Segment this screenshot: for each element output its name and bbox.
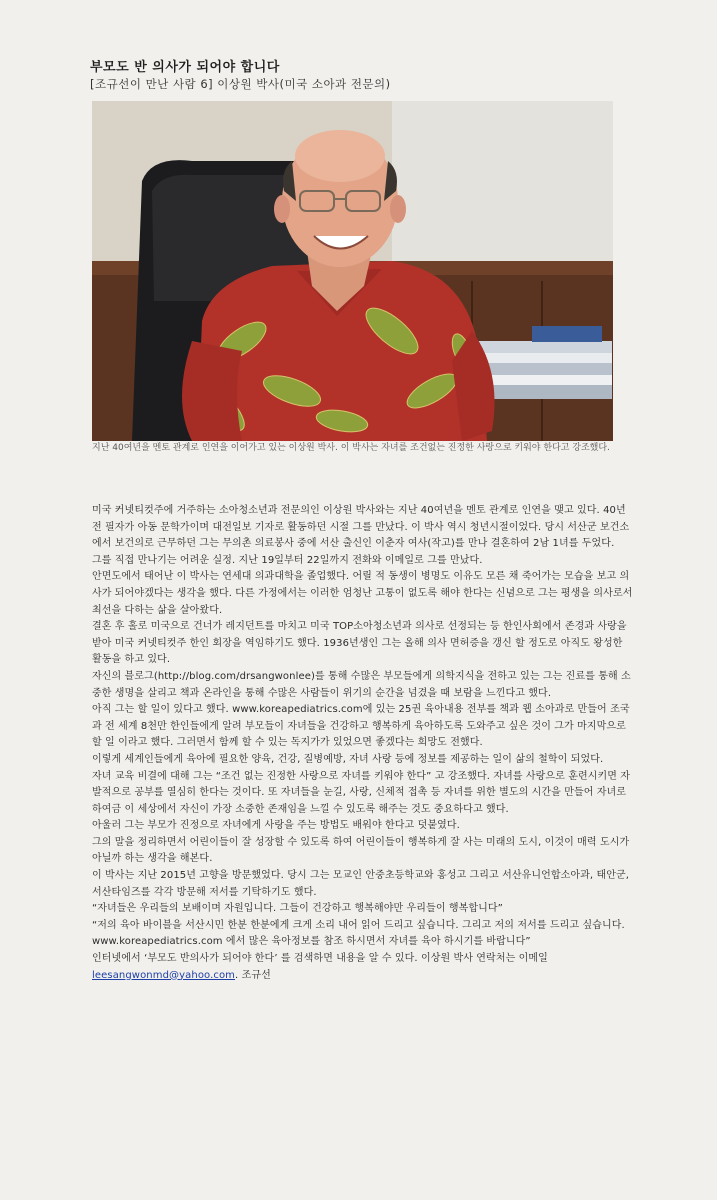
portrait-photo — [92, 101, 613, 441]
article-subtitle: [조규선이 만난 사람 6] 이상원 박사(미국 소아과 전문의) — [90, 77, 391, 91]
body-paragraph: “자녀들은 우리들의 보배이며 자원입니다. 그들이 건강하고 행복해야만 우리들이 행복합니다” — [92, 903, 503, 915]
body-paragraph: 자신의 블로그(http://blog.com/drsangwonlee)를 통해 수많은 부모들에게 의학지식을 전하고 있는 그는 진료를 통해 소중한 생명을 살리고 책과 온라인을 통해 수많은 사람들이 위기의 순간을 넘겼을 때 보람을 느낀다고 했다. — [92, 670, 631, 699]
closing-paragraph — [92, 951, 634, 984]
body-paragraph: 그를 직접 만나기는 어려운 실정. 지난 19일부터 22일까지 전화와 이메일로 그를 만났다. — [92, 554, 483, 566]
body-paragraph: 이 박사는 지난 2015년 고향을 방문했었다. 당시 그는 모교인 안중초등학교와 홍성고 그리고 서산유니언합소아과, 태안군, 서산타임즈를 각각 방문해 저서를 기탁하기도 했다. — [92, 870, 630, 898]
body-paragraph: 결혼 후 홀로 미국으로 건너가 레지던트를 마치고 미국 TOP소아청소년과 의사로 선정되는 등 한인사회에서 존경과 사랑을 받아 미국 커넷티컷주 한인 회장을 역임하기도 했다. 1936년생인 그는 올해 의사 면허증을 갱신 할 정도로 아직도 왕성한 활동을 하고 있다. — [92, 621, 627, 666]
body-paragraph: 미국 커넷티컷주에 거주하는 소아청소년과 전문의인 이상원 박사와는 지난 40여년을 멘토 관계로 인연을 맺고 있다. 40년 전 필자가 아동 문학가이며 대전일보 기자로 활동하던 시절 그를 만났다. 이 박사 역시 청년시절이었다. 당시 서산군 보건소에서 보건의로 근무하던 그는 무의촌 의료봉사 중에 서산 출신인 이춘자 여사(작고)를 만나 결혼하여 2남 1녀를 두었다. — [92, 505, 630, 550]
article-title: 부모도 반 의사가 되어야 합니다 — [90, 60, 280, 75]
body-paragraph: 아직 그는 할 일이 있다고 했다. www.koreapediatrics.com에 있는 25권 육아내용 전부를 책과 웹 소아과로 만들어 조국과 전 세계 8천만 한인들에게 알려 부모들이 자녀들을 건강하고 행복하게 육아하도록 도와주고 싶은 것이 그가 마지막으로 할 일 이라고 했다. 그러면서 함께 할 수 있는 독지가가 있었으면 좋겠다는 희망도 전했다. — [92, 704, 630, 749]
portrait-photo-illustration — [92, 101, 613, 441]
byline: . 조규선 — [235, 969, 271, 981]
body-paragraph: 이렇게 세계인들에게 육아에 필요한 양육, 건강, 질병예방, 자녀 사랑 등에 정보를 제공하는 일이 삶의 철학이 되었다. — [92, 753, 604, 765]
body-paragraph: 아울러 그는 부모가 진정으로 자녀에게 사랑을 주는 방법도 배워야 한다고 덧붙였다. — [92, 820, 460, 832]
body-paragraph: 자녀 교육 비결에 대해 그는 “조건 없는 진정한 사랑으로 자녀를 키워야 한다” 고 강조했다. 자녀를 사랑으로 훈련시키면 자발적으로 공부를 열심히 한다는 것이다. 또 자녀들을 눈길, 사랑, 신체적 접촉 등 자녀를 위한 별도의 시간을 만들어 자녀로 하여금 이 세상에서 자신이 가장 소중한 존재임을 느낄 수 있도록 해주는 것도 중요하다고 했다. — [92, 770, 631, 815]
closing-text: 인터넷에서 ‘부모도 반의사가 되어야 한다’ 를 검색하면 내용을 알 수 있다. 이상원 박사 연락처는 이메일 — [92, 953, 548, 965]
body-paragraph: 그의 말을 정리하면서 어린이들이 잘 성장할 수 있도록 하여 어린이들이 행복하게 잘 사는 미래의 도시, 이것이 매력 도시가 아닐까 하는 생각을 해본다. — [92, 836, 630, 865]
photo-caption: 지난 40여년을 멘토 관계로 인연을 이어가고 있는 이상원 박사. 이 박사는 자녀를 조건없는 진정한 사랑으로 키워야 한다고 강조했다. — [92, 443, 610, 453]
body-paragraph: 안면도에서 태어난 이 박사는 연세대 의과대학을 졸업했다. 어릴 적 동생이 병명도 이유도 모른 채 죽어가는 모습을 보고 의사가 되어야겠다는 생각을 했다. 다른 가정에서는 이러한 엄청난 고통이 없도록 해야 한다는 신념으로 그는 평생을 의사로서 최선을 다하는 삶을 살아왔다. — [92, 571, 633, 616]
body-paragraph: “저의 육아 바이블을 서산시민 한분 한분에게 크게 소리 내어 읽어 드리고 싶습니다. 그리고 저의 저서를 드리고 싶습니다. www.koreapediatrics.com 에서 많은 육아정보를 참조 하시면서 자녀를 육아 하시기를 바랍니다” — [92, 919, 625, 948]
email-link[interactable]: leesangwonmd@yahoo.com — [92, 969, 236, 981]
article-body — [92, 503, 634, 984]
